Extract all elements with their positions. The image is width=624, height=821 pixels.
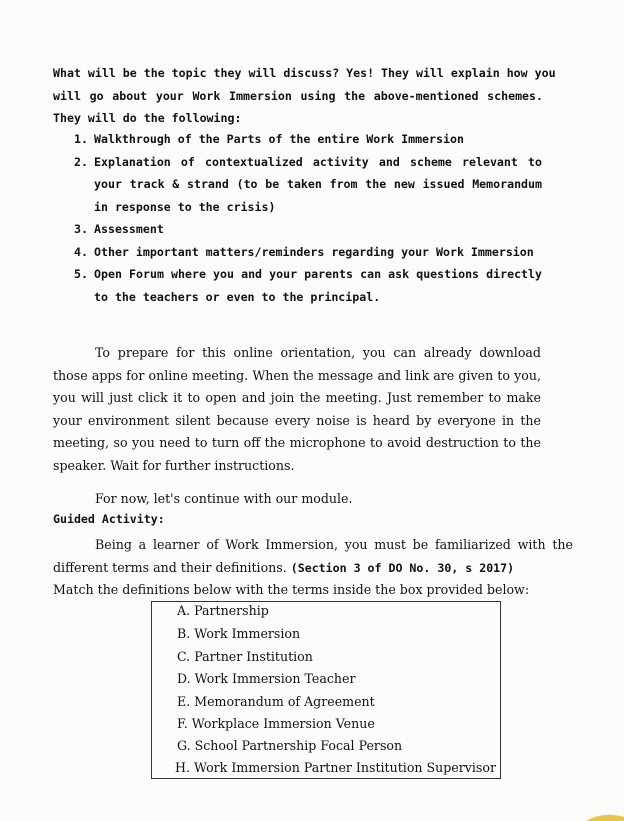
intro-line-3: They will do the following: <box>53 111 242 125</box>
intro-line-1: What will be the topic they will discuss? Yes! They will explain how you <box>53 66 556 80</box>
list-item-text: Assessment <box>94 222 164 236</box>
list-item-number: 4. <box>74 244 88 259</box>
prepare-paragraph: To prepare for this online orientation, you can already download those apps for online meeting. When the message and link are given to you, you will just click it to open and join the meeting. Just remember to make your environment silent because every noise is heard by everyone in the meeting, so you need to turn off the microphone to avoid destruction to the speaker. Wait for further instructions. <box>53 345 541 473</box>
list-item <box>74 218 542 241</box>
list-item-text: Walkthrough of the Parts of the entire Work Immersion <box>94 132 464 146</box>
list-item <box>74 151 542 219</box>
list-item-text: Other important matters/reminders regarding your Work Immersion <box>94 244 534 259</box>
corner-decoration-icon <box>584 811 624 821</box>
continue-line: For now, let's continue with our module. <box>95 491 353 506</box>
term-item: A. Partnership <box>177 603 269 618</box>
list-item <box>74 263 542 308</box>
list-item-text: Open Forum where you and your parents can ask questions directly to the teachers or even to the principal. <box>94 267 542 304</box>
term-item: D. Work Immersion Teacher <box>177 671 356 686</box>
term-item: B. Work Immersion <box>177 626 301 641</box>
guided-reference: (Section 3 of DO No. 30, s 2017) <box>290 560 515 575</box>
list-item-number: 1. <box>74 132 88 146</box>
list-item-number: 2. <box>74 154 88 169</box>
guided-activity-heading: Guided Activity: <box>53 512 165 526</box>
corner-arc <box>586 815 624 821</box>
guided-intro: Being a learner of Work Immersion, you must be familiarized with the different terms and their definitions. <box>53 537 573 575</box>
orientation-steps-list <box>74 128 542 308</box>
term-item: C. Partner Institution <box>177 649 313 664</box>
list-item-number: 3. <box>74 222 88 236</box>
term-item: G. School Partnership Focal Person <box>177 738 403 753</box>
list-item-number: 5. <box>74 267 88 281</box>
intro-paragraph <box>53 62 556 130</box>
term-item: E. Memorandum of Agreement <box>177 694 375 709</box>
term-item: F. Workplace Immersion Venue <box>177 716 375 731</box>
list-item-text: Explanation of contextualized activity and scheme relevant to your track & strand (to be taken from the new issued Memorandum in response to the crisis) <box>94 154 542 214</box>
term-item: H. Work Immersion Partner Institution Supervisor <box>175 760 496 775</box>
terms-box <box>151 601 501 779</box>
guided-activity-text <box>53 534 573 579</box>
match-instruction: Match the definitions below with the terms inside the box provided below: <box>53 582 530 597</box>
list-item <box>74 128 542 151</box>
intro-line-2: will go about your Work Immersion using the above-mentioned schemes. <box>53 88 543 103</box>
list-item <box>74 241 542 264</box>
